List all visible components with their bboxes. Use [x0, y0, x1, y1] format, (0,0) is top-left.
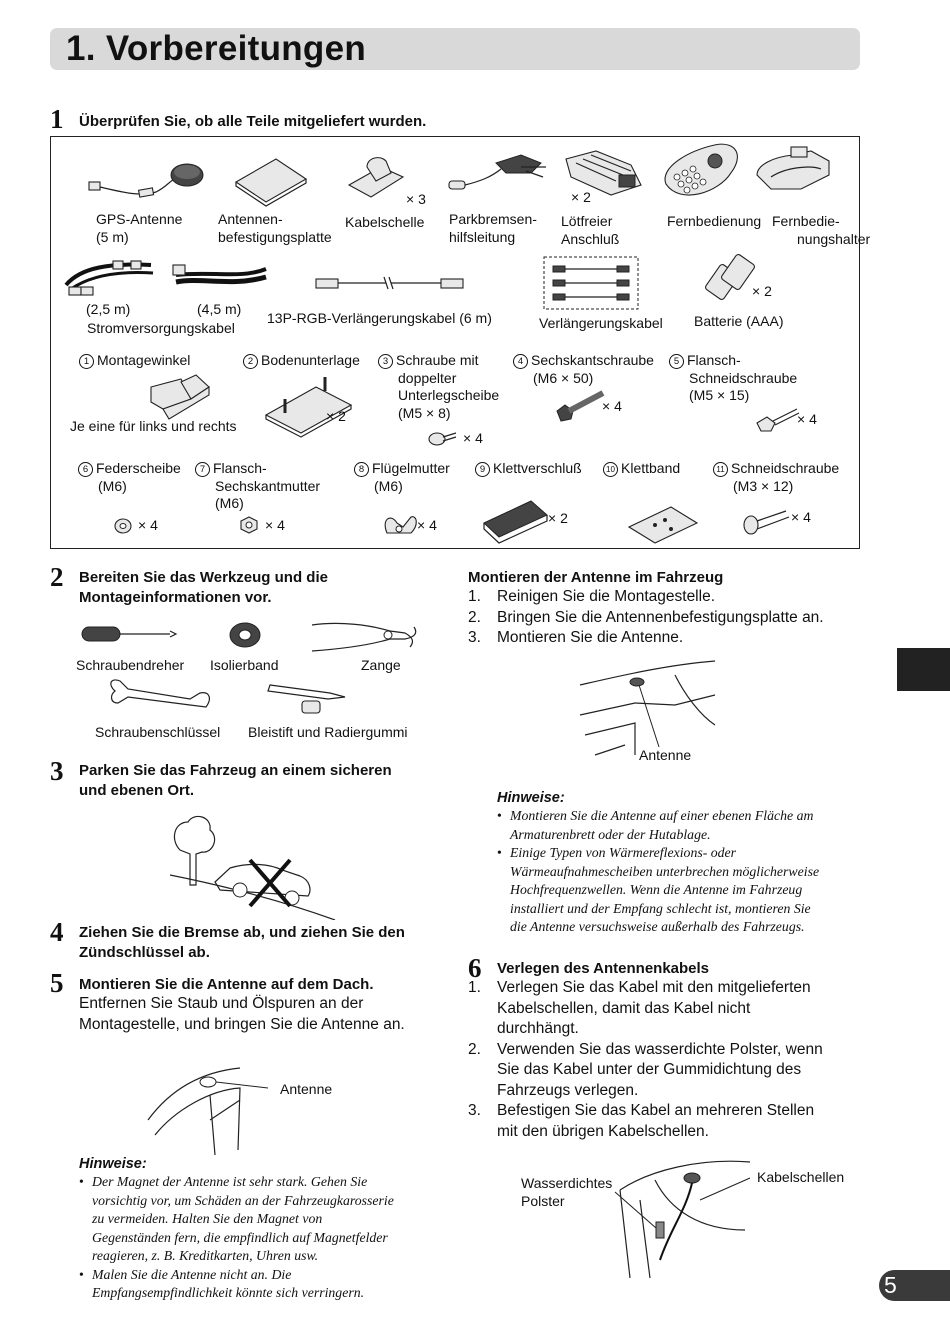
step-5-number: 5 — [50, 968, 64, 998]
step-1-number: 1 — [50, 104, 64, 134]
tool-pencil-label: Bleistift und Radiergummi — [248, 724, 408, 740]
part-2-label: 2 Bodenunterlage — [243, 352, 360, 370]
rgb-cable-label: 13P-RGB-Verlängerungskabel (6 m) — [267, 310, 492, 326]
tool-tape-label: Isolierband — [210, 657, 279, 673]
roof-antenna-label: Antenne — [280, 1081, 333, 1097]
part-11-label: 11 Schneidschraube (M3 × 12) — [713, 460, 839, 495]
part-5-quantity: × 4 — [797, 411, 817, 427]
wrench-icon — [111, 680, 210, 707]
hex-nut-icon — [241, 517, 257, 533]
mounting-plate-icon — [236, 159, 306, 206]
part-4-label: 4 Sechskantschraube (M6 × 50) — [513, 352, 654, 387]
cable-clamp-label: Kabelschelle — [345, 214, 425, 230]
screw-washer-icon — [429, 433, 456, 445]
battery-icon — [704, 253, 755, 300]
tool-wrench-label: Schraubenschlüssel — [95, 724, 221, 740]
inside-mount-steps — [468, 587, 868, 649]
remote-holder-label: Fernbedie- nungshalter — [772, 213, 871, 247]
cable-clamp-quantity: × 3 — [406, 191, 426, 207]
power-cable-short-length: (2,5 m) — [86, 301, 131, 317]
part-10-label: 10 Klettband — [603, 460, 680, 478]
part-8-quantity: × 4 — [417, 517, 437, 533]
cable-clamps-label: Kabelschellen — [757, 1169, 845, 1185]
part-2-quantity: × 2 — [326, 408, 346, 424]
tool-pliers-label: Zange — [361, 657, 401, 673]
gps-antenna-label: GPS-Antenne (5 m) — [96, 211, 183, 245]
tool-screwdriver-label: Schraubendreher — [76, 657, 185, 673]
inside-mount-heading: Montieren der Antenne im Fahrzeug — [468, 569, 724, 586]
inside-step: 3. Montieren Sie die Antenne. — [468, 629, 684, 646]
tapping-screw-icon — [744, 511, 789, 534]
hex-bolt-icon — [557, 393, 603, 421]
screwdriver-icon — [82, 627, 176, 641]
mounting-plate-label: Antennen- befestigungsplatte — [218, 211, 332, 245]
step-6-number: 6 — [468, 953, 482, 983]
step-3-number: 3 — [50, 756, 64, 786]
part-9-label: 9 Klettverschluß — [475, 460, 582, 478]
step-3-heading: Parken Sie das Fahrzeug an einem sicheren und ebenen Ort. — [79, 762, 392, 799]
step-5-notes-title: Hinweise: — [79, 1156, 147, 1172]
mounting-bracket-icon — [151, 375, 209, 419]
power-cable-long-length: (4,5 m) — [197, 301, 242, 317]
step-1-heading: Überprüfen Sie, ob alle Teile mitgeliefert wurden. — [79, 113, 427, 130]
part-4-quantity: × 4 — [602, 398, 622, 414]
inside-note: • Einige Typen von Wärmereflexions- oder Wärmeaufnahmescheiben unterbrechen möglicherweise Hochfrequenzwellen. Wenn die Antenne im Fahrzeug installiert und der Empfang schlecht ist, montieren Sie die Antenne versuchsweise außerhalb des Fahrzeugs. — [497, 844, 867, 937]
flange-screw-icon — [757, 409, 799, 431]
inside-step: 1. Reinigen Sie die Montagestelle. — [468, 588, 715, 605]
step-2-number: 2 — [50, 562, 64, 592]
part-7-label: 7 Flansch- Sechskantmutter (M6) — [195, 460, 320, 513]
gps-antenna-icon — [89, 164, 203, 197]
spring-washer-icon — [115, 519, 131, 533]
inside-notes — [497, 807, 867, 937]
insulating-tape-icon — [230, 623, 260, 647]
page-number: 5 — [884, 1272, 897, 1298]
step-5-notes — [79, 1173, 439, 1303]
step-6-steps — [468, 978, 868, 1142]
part-8-label: 8 Flügelmutter (M6) — [354, 460, 450, 495]
step-6-item: 3. Befestigen Sie das Kabel an mehreren Stellen mit den übrigen Kabelschellen. — [468, 1102, 815, 1140]
pencil-eraser-icon — [268, 685, 345, 713]
step-6-item: 2. Verwenden Sie das wasserdichte Polster, wenn Sie das Kabel unter der Gummidichtung des Fahrzeugs verlegen. — [468, 1040, 823, 1099]
parking-brake-lead-icon — [449, 155, 546, 189]
remote-control-icon — [661, 142, 742, 199]
step-2-heading: Bereiten Sie das Werkzeug und die Montageinformationen vor. — [79, 569, 328, 606]
velcro-tape-icon — [629, 507, 697, 543]
part-9-quantity: × 2 — [548, 510, 568, 526]
step-4-heading: Ziehen Sie die Bremse ab, und ziehen Sie den Zündschlüssel ab. — [79, 924, 405, 961]
inside-note: • Montieren Sie die Antenne auf einer ebenen Fläche am Armaturenbrett oder der Hutablage. — [497, 807, 867, 844]
power-cable-long-icon — [173, 265, 266, 282]
inside-step: 2. Bringen Sie die Antennenbefestigungsplatte an. — [468, 608, 824, 626]
solderless-connector-label: Lötfreier Anschluß — [561, 213, 620, 247]
remote-control-label: Fernbedienung — [667, 213, 762, 229]
step-6-heading: Verlegen des Antennenkabels — [497, 960, 710, 977]
step-5-text: Entfernen Sie Staub und Ölspuren an der Montagestelle, und bringen Sie die Antenne an. — [79, 995, 405, 1033]
car-on-slope-icon — [215, 864, 310, 905]
extension-cables-icon — [544, 257, 638, 309]
roof-antenna-illustration — [140, 1060, 280, 1160]
rgb-extension-cable-icon — [316, 277, 463, 289]
step-6-item: 1. Verlegen Sie das Kabel mit den mitgelieferten Kabelschellen, damit das Kabel nicht durchhängt. — [468, 979, 811, 1037]
step-4-number: 4 — [50, 917, 64, 947]
power-cable-label: Stromversorgungskabel — [87, 320, 235, 336]
part-5-label: 5 Flansch- Schneidschraube (M5 × 15) — [669, 352, 797, 405]
tree-icon — [174, 816, 214, 885]
part-1-note: Je eine für links und rechts — [70, 418, 237, 434]
wing-nut-icon — [385, 517, 416, 533]
parking-brake-lead-label: Parkbremsen- hilfsleitung — [449, 211, 537, 245]
waterproof-pad-label: Wasserdichtes Polster — [521, 1175, 613, 1209]
pliers-icon — [312, 623, 416, 651]
part-11-quantity: × 4 — [791, 509, 811, 525]
section-tab — [897, 648, 950, 691]
part-3-quantity: × 4 — [463, 430, 483, 446]
power-cable-short-icon — [66, 261, 153, 295]
remote-holder-icon — [757, 147, 829, 189]
page-title: 1. Vorbereitungen — [66, 29, 367, 68]
extension-cable-label: Verlängerungskabel — [539, 315, 663, 331]
cable-routing-illustration — [600, 1150, 760, 1280]
part-6-label: 6 Federscheibe (M6) — [78, 460, 181, 495]
part-7-quantity: × 4 — [265, 517, 285, 533]
velcro-fastener-icon — [484, 501, 547, 543]
step-5-note: • Der Magnet der Antenne ist sehr stark. Gehen Sie vorsichtig vor, um Schäden an der Fahrzeugkarosserie zu vermeiden. Halten Sie den Magnet von Gegenständen fern, die empfindlich auf Magnetfelder reagieren, z. B. Kreditkarten, Uhren usw. — [79, 1173, 439, 1266]
step-5-heading: Montieren Sie die Antenne auf dem Dach. — [79, 976, 374, 993]
inside-notes-title: Hinweise: — [497, 790, 565, 806]
step-5-note: • Malen Sie die Antenne nicht an. Die Empfangsempfindlichkeit könnte sich verringern. — [79, 1266, 439, 1303]
battery-label: Batterie (AAA) — [694, 313, 784, 329]
solderless-connector-quantity: × 2 — [571, 189, 591, 205]
battery-quantity: × 2 — [752, 283, 772, 299]
part-6-quantity: × 4 — [138, 517, 158, 533]
dashboard-antenna-label: Antenne — [639, 747, 692, 763]
part-3-label: 3 Schraube mit doppelter Unterlegscheibe (M5 × 8) — [378, 352, 499, 422]
cable-clamp-icon — [349, 158, 403, 197]
floor-base-icon — [266, 377, 351, 437]
part-1-label: 1 Montagewinkel — [79, 352, 190, 370]
parking-illustration — [160, 810, 345, 920]
